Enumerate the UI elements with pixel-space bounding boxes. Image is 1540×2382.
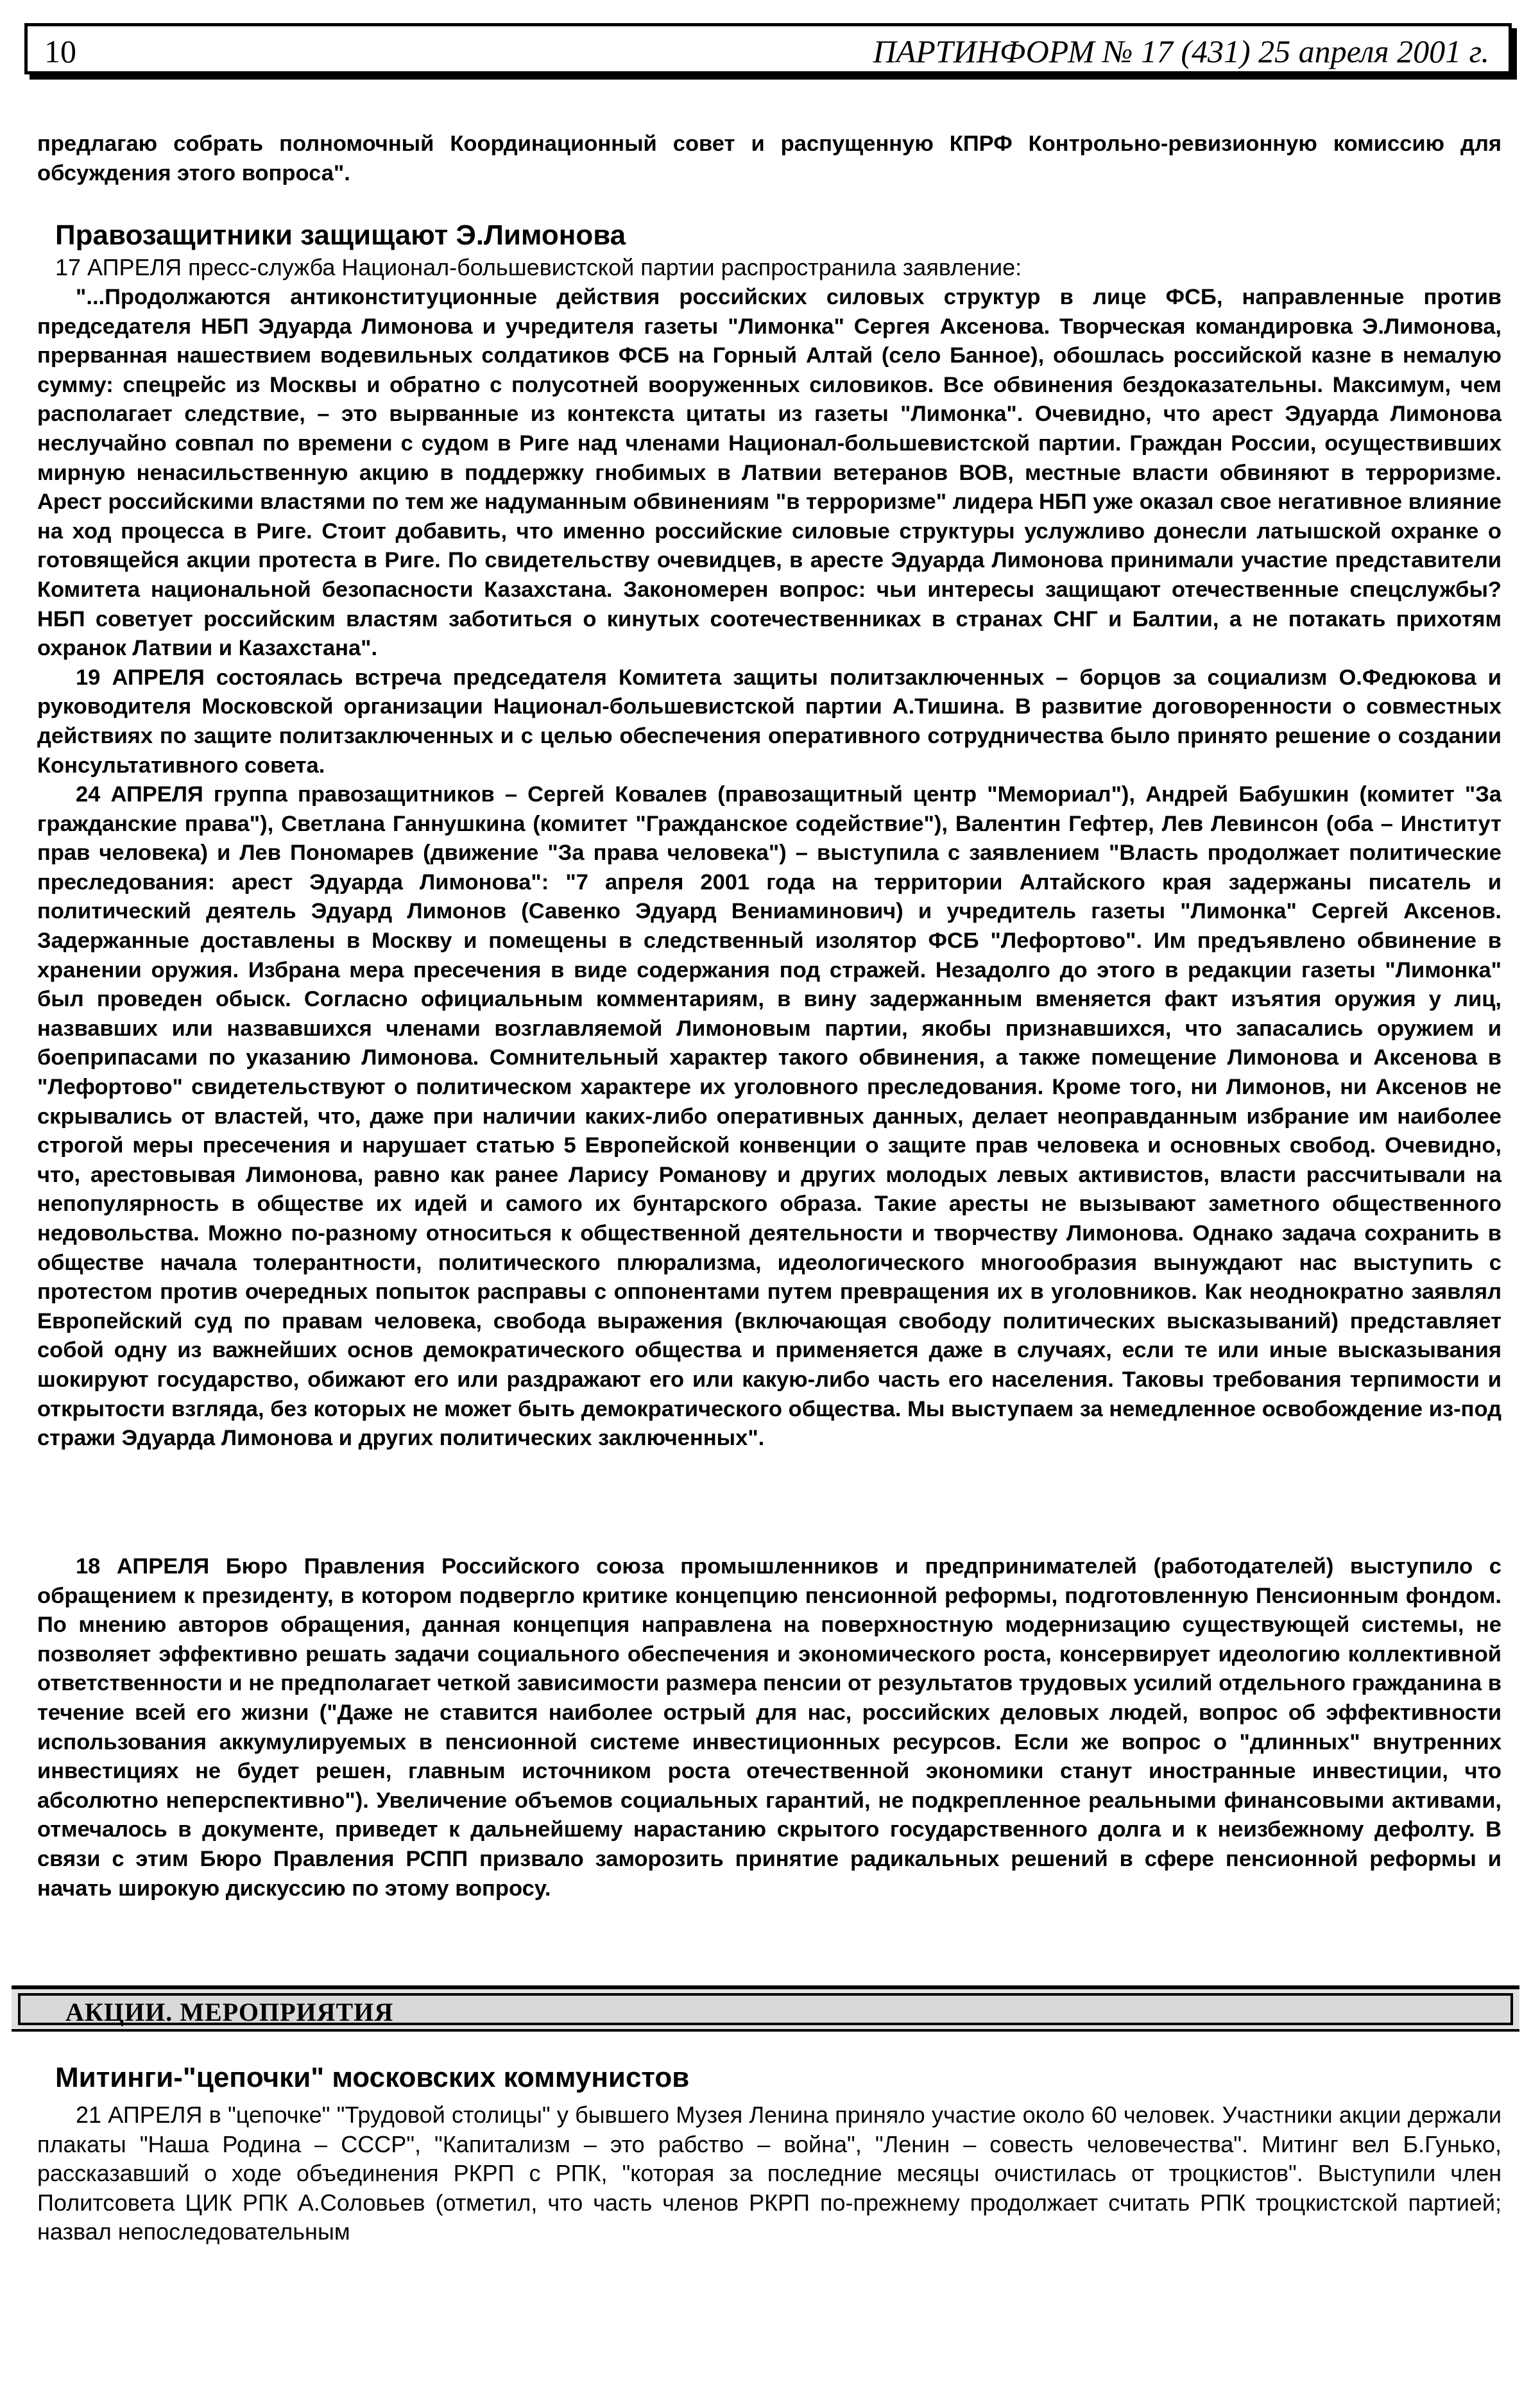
intro-paragraph: предлагаю собрать полномочный Координационный совет и распущенную КПРФ Контрольно-ревизионную комиссию для обсуждения этого вопроса". — [37, 132, 1502, 185]
section-label: АКЦИИ. МЕРОПРИЯТИЯ — [65, 1998, 394, 2026]
article-body-rspp — [37, 1552, 1502, 1903]
paragraph-chain-rally: 21 АПРЕЛЯ в "цепочке" "Трудовой столицы" у бывшего Музея Ленина приняло участие около 60 человек. Участники акции держали плакаты "Наша Родина – СССР", "Капитализм – это рабство – война", "Ленин – совесть человечества". Митинг вел Б.Гунько, рассказавший о ходе объединения РКРП с РПК, "которая за последние месяцы очистилась от троцкистов". Выступили член Политсовета ЦИК РПК А.Соловьев (отметил, что часть членов РКРП по-прежнему продолжает считать РПК троцкистской партией; назвал непоследовательным — [37, 2102, 1502, 2245]
issue-title: ПАРТИНФОРМ № 17 (431) 25 апреля 2001 г. — [873, 33, 1489, 69]
article-body-chains — [37, 2100, 1502, 2247]
page-header — [24, 23, 1512, 74]
paragraph-committee-meeting: 19 АПРЕЛЯ состоялась встреча председателя Комитета защиты политзаключенных – борцов за социализм О.Федюкова и руководителя Московской организации Национал-большевистской партии А.Тишина. В развитие договоренности о совместных действиях по защите политзаключенных и с целью обеспечения оперативного сотрудничества было принято решение о создании Консультативного совета. — [37, 665, 1502, 778]
page-number: 10 — [44, 33, 76, 69]
article-lead-limonov: 17 АПРЕЛЯ пресс-служба Национал-большевистской партии распространила заявление: — [55, 254, 1022, 280]
section-banner — [12, 1985, 1519, 2032]
paragraph-rspp-pension: 18 АПРЕЛЯ Бюро Правления Российского союза промышленников и предпринимателей (работодателей) выступило с обращением к президенту, в котором подвергло критике концепцию пенсионной реформы, подготовленную Пенсионным фондом. По мнению авторов обращения, данная концепция направлена на поверхностную модернизацию существующей системы, не позволяет эффективно решать задачи социального обеспечения и экономического роста, консервирует идеологию коллективной ответственности и не предполагает четкой зависимости размера пенсии от результатов трудовых усилий отдельного гражданина в течение всей его жизни ("Даже не ставится наиболее острый для нас, российских деловых людей, вопрос об эффективности использования аккумулируемых в пенсионной системе инвестиционных ресурсов. Если же вопрос о "длинных" внутренних инвестициях не будет решен, главным источником роста отечественной экономики станут иностранные инвестиции, что абсолютно неперспективно"). Увеличение объемов социальных гарантий, не подкрепленное реальными финансовыми активами, отмечалось в документе, приведет к дальнейшему нарастанию скрытого государственного долга и к неизбежному дефолту. В связи с этим Бюро Правления РСПП призвало заморозить принятие радикальных решений в сфере пенсионной реформы и начать широкую дискуссию по этому вопросу. — [37, 1554, 1502, 1901]
intro-block — [37, 130, 1502, 188]
article-body-limonov — [37, 283, 1502, 1453]
paragraph-human-rights-statement: 24 АПРЕЛЯ группа правозащитников – Сергей Ковалев (правозащитный центр "Мемориал"), Андрей Бабушкин (комитет "За гражданские права"), Светлана Ганнушкина (комитет "Гражданское содействие"), Валентин Гефтер, Лев Левинсон (оба – Институт прав человека) и Лев Пономарев (движение "За права человека") – выступила с заявлением "Власть продолжает политические преследования: арест Эдуарда Лимонова": "7 апреля 2001 года на территории Алтайского края задержаны писатель и политический деятель Эдуард Лимонов (Савенко Эдуард Вениаминович) и учредитель газеты "Лимонка" Сергей Аксенов. Задержанные доставлены в Москву и помещены в следственный изолятор ФСБ "Лефортово". Им предъявлено обвинение в хранении оружия. Избрана мера пресечения в виде содержания под стражей. Незадолго до этого в редакции газеты "Лимонка" был проведен обыск. Согласно официальным комментариям, в вину задержанным вменяется факт изъятия оружия у лиц, назвавших или назвавшихся членами возглавляемой Лимоновым партии, якобы признавшихся, что запасались оружием и боеприпасами по указанию Лимонова. Сомнительный характер такого обвинения, а также помещение Лимонова и Аксенова в "Лефортово" свидетельствуют о политическом характере их уголовного преследования. Кроме того, ни Лимонов, ни Аксенов не скрывались от властей, что, даже при наличии каких-либо оперативных данных, делает неоправданным избрание им наиболее строгой меры пресечения и нарушает статью 5 Европейской конвенции о защите прав человека и основных свобод. Очевидно, что, арестовывая Лимонова, равно как ранее Ларису Романову и других молодых левых активистов, власти рассчитывали на непопулярность в обществе их идей и самого их бунтарского образа. Такие аресты не вызывают заметного общественного недовольства. Можно по-разному относиться к общественной деятельности и творчеству Лимонова. Однако задача сохранить в обществе начала толерантности, политического плюрализма, идеологического многообразия вынуждают нас выступить с протестом против очередных попыток расправы с оппонентами путем превращения их в уголовников. Как неоднократно заявлял Европейский суд по правам человека, свобода выражения (включающая свободу политических высказываний) представляет собой одну из важнейших основ демократического общества и применяется даже в случаях, если те или иные высказывания шокируют государство, обижают его или раздражают его или какую-либо часть его населения. Таковы требования терпимости и открытости взгляда, без которых не может быть демократического общества. Мы выступаем за немедленное освобождение из-под стражи Эдуарда Лимонова и других политических заключенных". — [37, 782, 1502, 1451]
section-banner-frame — [18, 1993, 1513, 2025]
article-title-chains: Митинги-"цепочки" московских коммунистов — [55, 2062, 690, 2093]
article-title-limonov: Правозащитники защищают Э.Лимонова — [55, 219, 626, 251]
paragraph-nbp-statement: "...Продолжаются антиконституционные действия российских силовых структур в лице ФСБ, направленные против председателя НБП Эдуарда Лимонова и учредителя газеты "Лимонка" Сергея Аксенова. Творческая командировка Э.Лимонова, прерванная нашествием водевильных солдатиков ФСБ на Горный Алтай (село Банное), обошлась российской казне в немалую сумму: спецрейс из Москвы и обратно с полусотней вооруженных силовиков. Все обвинения бездоказательны. Максимум, чем располагает следствие, – это вырванные из контекста цитаты из газеты "Лимонка". Очевидно, что арест Эдуарда Лимонова неслучайно совпал по времени с судом в Риге над членами Национал-большевистской партии. Граждан России, осуществивших мирную ненасильственную акцию в поддержку гнобимых в Латвии ветеранов ВОВ, местные власти обвиняют в терроризме. Арест российскими властями по тем же надуманным обвинениям "в терроризме" лидера НБП уже оказал свое негативное влияние на ход процесса в Риге. Стоит добавить, что именно российские силовые структуры услужливо донесли латышской охранке о готовящейся акции протеста в Риге. По свидетельству очевидцев, в аресте Эдуарда Лимонова принимали участие представители Комитета национальной безопасности Казахстана. Закономерен вопрос: чьи интересы защищают отечественные спецслужбы? НБП советует российским властям заботиться о кинутых соотечественниках в странах СНГ и Балтии, а не потакать прихотям охранок Латвии и Казахстана". — [37, 285, 1502, 661]
